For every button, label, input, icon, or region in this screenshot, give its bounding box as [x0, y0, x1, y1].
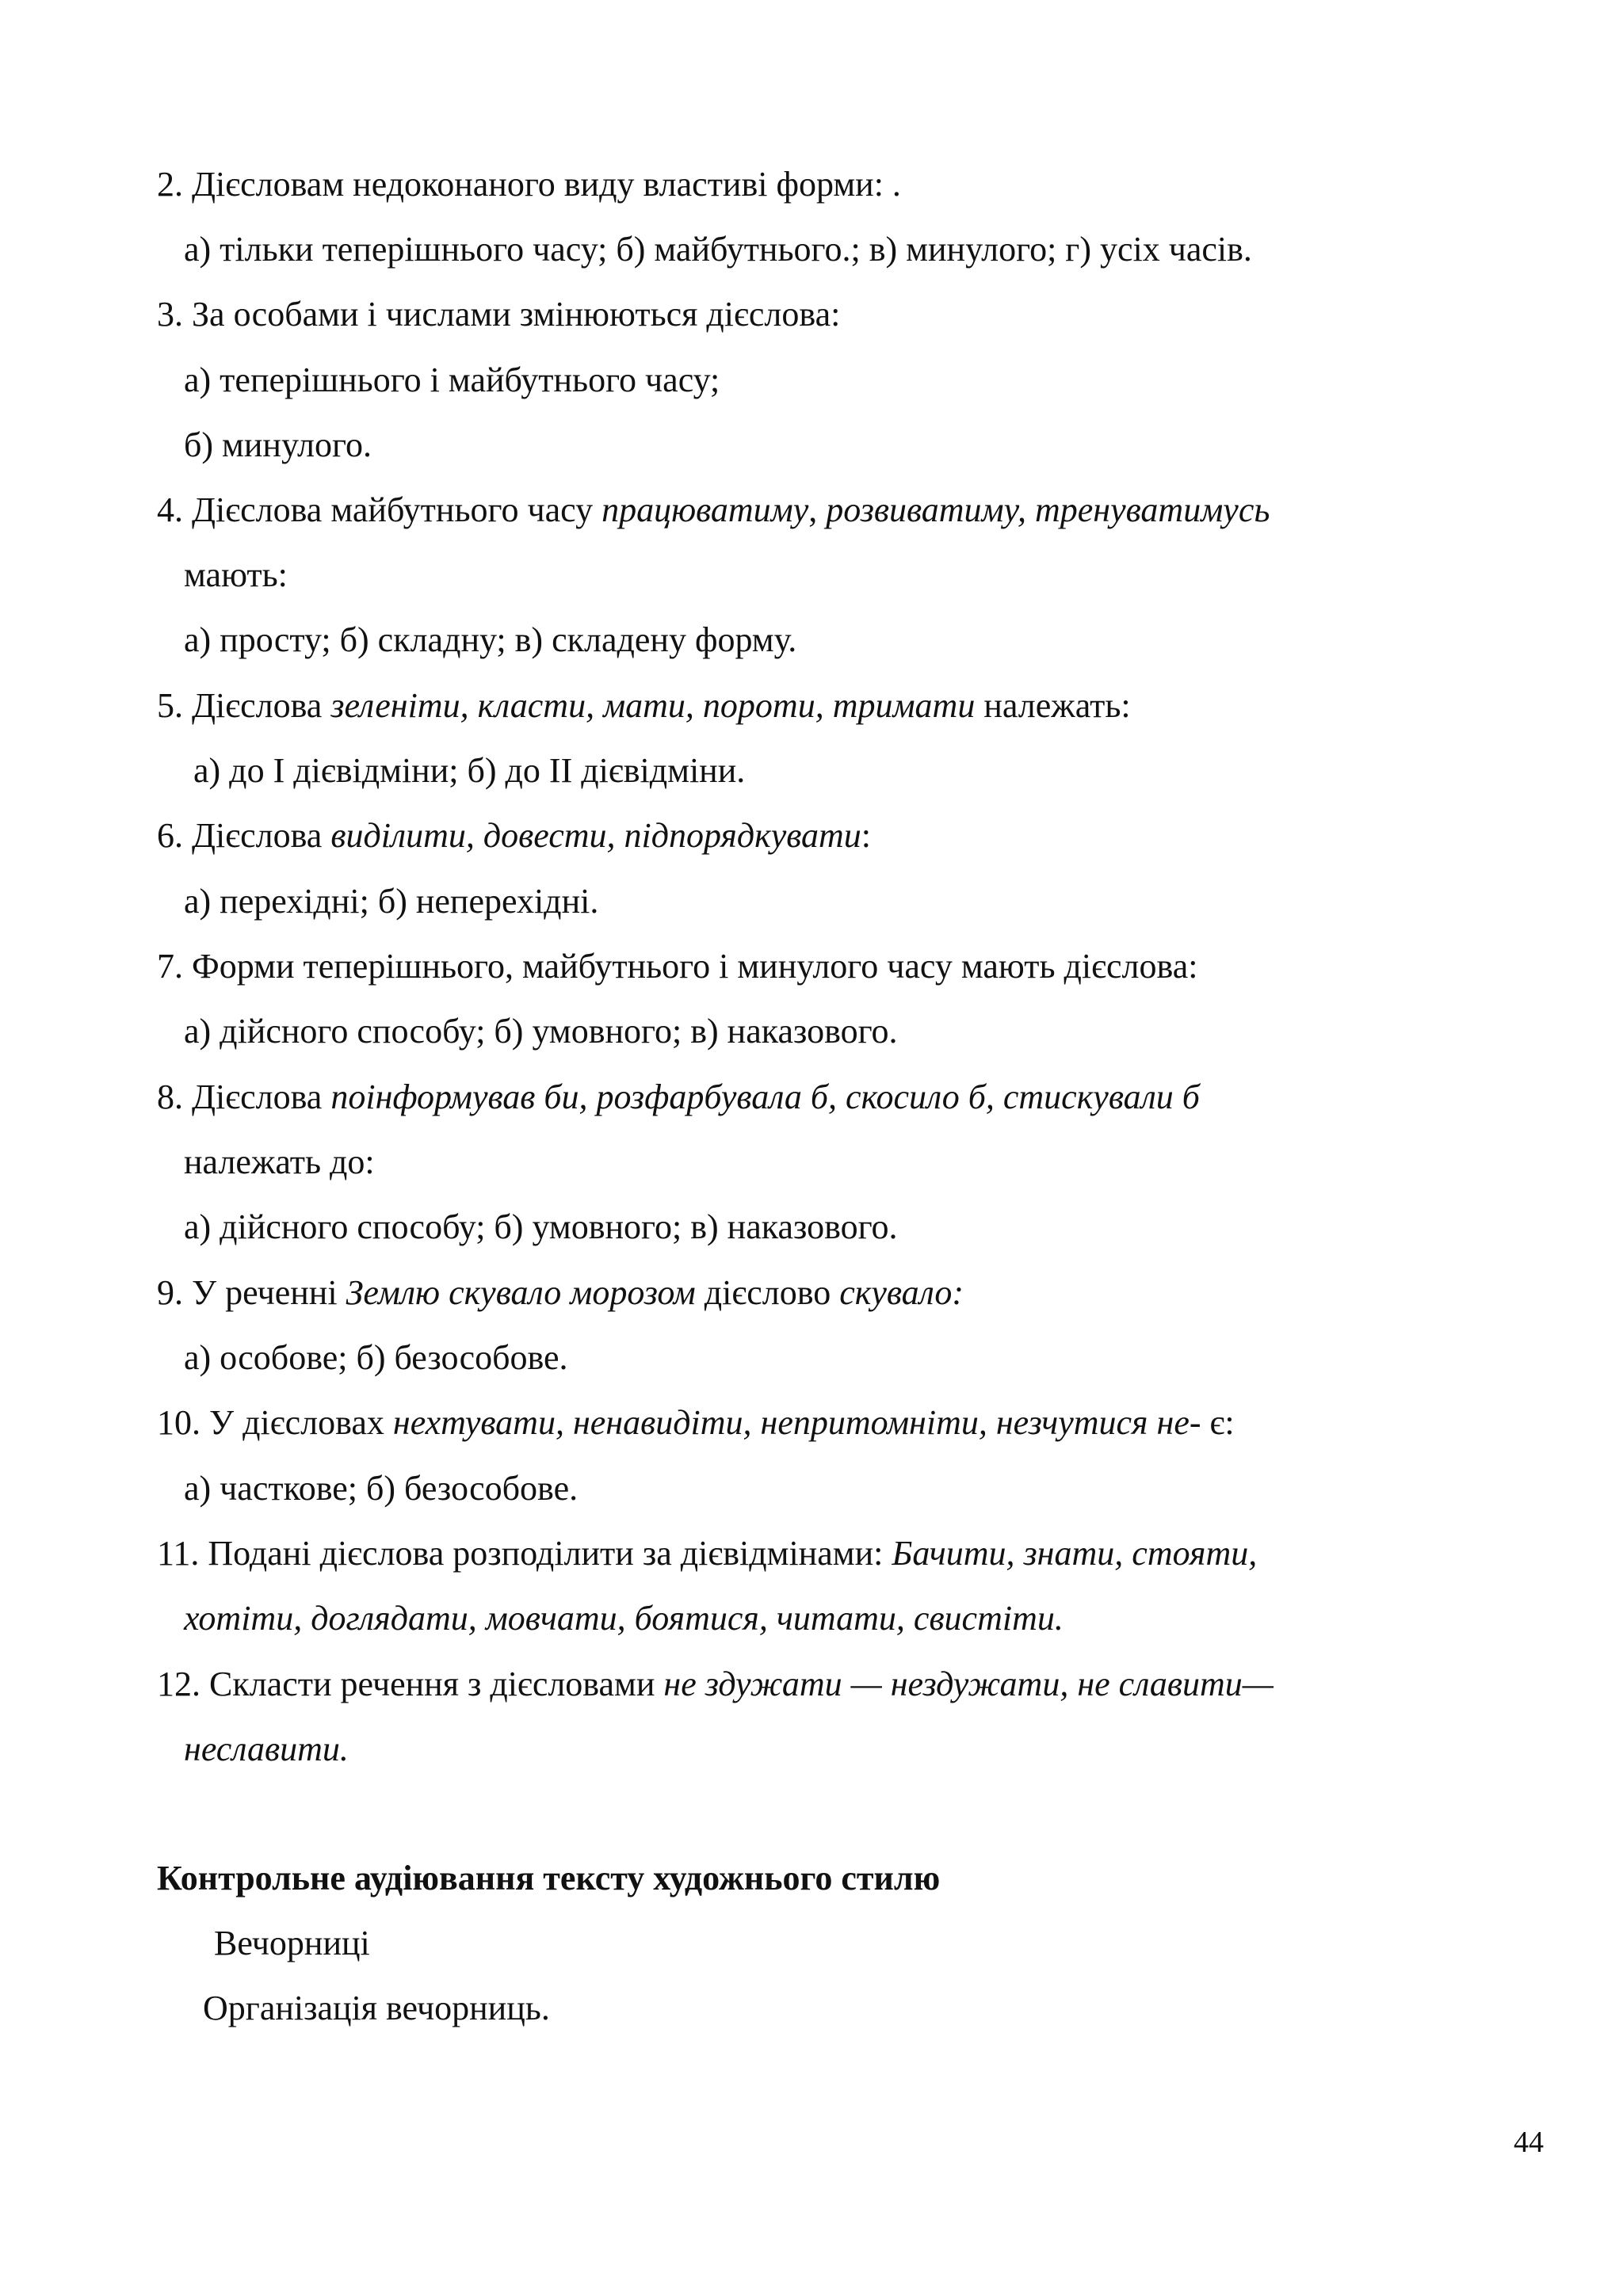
text-run: 9. У реченні	[157, 1273, 346, 1312]
text-run: 4. Дієслова майбутнього часу	[157, 490, 602, 529]
text-run: а) особове; б) безособове.	[184, 1338, 568, 1377]
italic-text: виділити, довести, підпорядкувати	[330, 816, 861, 855]
italic-text: скувало:	[839, 1273, 964, 1312]
text-line	[157, 1856, 940, 1901]
text-line	[157, 814, 871, 858]
text-line	[214, 1921, 370, 1966]
text-run: Організація вечорниць.	[203, 1989, 550, 2027]
text-run: дієслово	[695, 1273, 840, 1312]
text-run: а) до І дієвідміни; б) до ІІ дієвідміни.	[193, 751, 746, 790]
text-line	[157, 292, 840, 337]
text-run: Вечорниці	[214, 1924, 370, 1962]
text-run: :	[861, 816, 872, 855]
text-line	[157, 162, 901, 207]
text-line	[157, 1401, 1235, 1445]
italic-text: не здужати — нездужати, не славити—	[663, 1665, 1274, 1703]
text-run: належать:	[975, 686, 1131, 725]
text-line	[157, 944, 1197, 989]
text-line	[184, 1466, 578, 1511]
text-run: б) минулого.	[184, 425, 372, 464]
italic-text: Бачити, знати, стояти,	[892, 1534, 1258, 1573]
text-line	[157, 488, 1270, 532]
text-line	[184, 1009, 898, 1054]
italic-text: хотіти, доглядати, мовчати, боятися, читати, свистіти.	[184, 1599, 1064, 1638]
text-run: а) дійсного способу; б) умовного; в) наказового.	[184, 1207, 898, 1246]
text-run: 5. Дієслова	[157, 686, 331, 725]
text-run: мають:	[184, 555, 288, 594]
italic-text: працюватиму	[601, 490, 809, 529]
italic-text: розвиватиму, тренуватимусь	[826, 490, 1270, 529]
text-line	[184, 1336, 568, 1380]
text-run: а) тільки теперішнього часу; б) майбутнього.; в) минулого; г) усіх часів.	[184, 230, 1252, 269]
text-run: 11. Подані дієслова розподілити за дієвідмінами:	[157, 1534, 892, 1573]
text-line	[184, 553, 288, 597]
text-line	[203, 1986, 550, 2031]
text-run: 10. У дієсловах	[157, 1403, 393, 1442]
text-line	[184, 423, 372, 467]
text-run: є:	[1201, 1403, 1235, 1442]
text-line	[184, 1727, 349, 1772]
text-run: 2. Дієсловам недоконаного виду властиві форми: .	[157, 165, 901, 204]
text-line	[157, 1531, 1257, 1576]
text-run: а) часткове; б) безособове.	[184, 1469, 579, 1508]
italic-text: нехтувати, ненавидіти, непритомніти, незчутися не-	[392, 1403, 1201, 1442]
text-line	[193, 749, 745, 793]
text-line	[157, 1075, 1200, 1119]
text-line	[184, 1596, 1064, 1641]
text-line	[157, 1662, 1274, 1707]
text-run: 7. Форми теперішнього, майбутнього і минулого часу мають дієслова:	[157, 947, 1198, 986]
text-line	[184, 358, 720, 402]
text-line	[157, 1271, 964, 1315]
text-line	[184, 618, 796, 662]
text-run: 6. Дієслова	[157, 816, 331, 855]
italic-text: неславити.	[184, 1730, 349, 1768]
text-line	[157, 684, 1131, 728]
italic-text: Землю скувало морозом	[346, 1273, 696, 1312]
text-line	[184, 1140, 375, 1184]
text-line	[184, 1205, 898, 1249]
page-number: 44	[1514, 2126, 1544, 2159]
text-run: а) перехідні; б) неперехідні.	[184, 882, 599, 921]
text-run: а) теперішнього і майбутнього часу;	[184, 360, 720, 399]
text-run: 3. За особами і числами змінюються дієслова:	[157, 295, 841, 334]
text-run: належать до:	[184, 1142, 375, 1181]
text-run: 8. Дієслова	[157, 1077, 331, 1116]
text-run: а) дійсного способу; б) умовного; в) наказового.	[184, 1012, 898, 1051]
text-run: 12. Скласти речення з дієсловами	[157, 1665, 664, 1703]
text-run: ,	[808, 490, 827, 529]
text-line	[184, 879, 598, 924]
italic-text: зеленіти, класти, мати, пороти, тримати	[330, 686, 976, 725]
text-line	[184, 227, 1252, 272]
heading-text: Контрольне аудіювання тексту художнього стилю	[157, 1859, 941, 1897]
italic-text: поінформував би, розфарбувала б, скосило б, стискували б	[330, 1077, 1200, 1116]
text-run: а) просту; б) складну; в) складену форму.	[184, 620, 797, 659]
